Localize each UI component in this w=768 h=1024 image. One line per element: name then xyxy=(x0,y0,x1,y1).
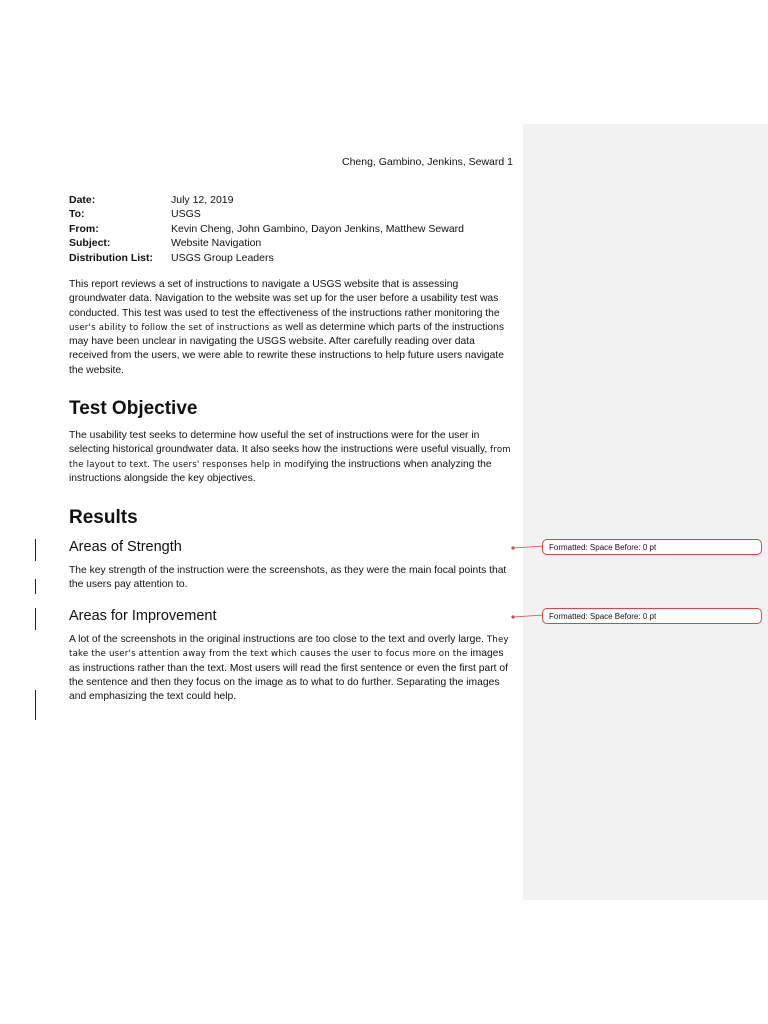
objective-text-tracked: from the layout to text. The users' responses help in modif xyxy=(69,445,511,470)
leader-line xyxy=(513,615,544,617)
change-bar xyxy=(35,579,36,594)
memo-row-subject xyxy=(69,236,519,250)
memo-row-to xyxy=(69,207,519,221)
areas-for-improvement-heading: Areas for Improvement xyxy=(69,608,217,624)
memo-value: USGS xyxy=(171,208,201,221)
strength-paragraph: The key strength of the instruction were the screenshots, as they were the main focal points that the users pay attention to. xyxy=(69,565,507,591)
comment-leader-line xyxy=(510,540,546,560)
change-bar xyxy=(35,690,36,720)
running-head: Cheng, Gambino, Jenkins, Seward 1 xyxy=(341,156,513,168)
intro-text: This report reviews a set of instructions to navigate a USGS website that is assessing groundwater data. Navigation to the website was set up for the user before a usability test was conducted. This test was used to test the effectiveness of the instructions rather monitoring the xyxy=(69,279,500,319)
comment-balloon[interactable]: Formatted: Space Before: 0 pt xyxy=(542,539,762,555)
memo-row-from xyxy=(69,222,519,236)
change-bar xyxy=(35,608,36,630)
comment-leader-line xyxy=(510,609,546,629)
improvement-text: images as instructions rather than the text. Most users will read the first sentence or even the first part of the sentence and then they focus on the image as to what to do further. Separating the images and emphasizing the text could help. xyxy=(69,648,508,703)
results-heading: Results xyxy=(69,507,138,528)
memo-value: Website Navigation xyxy=(171,237,262,250)
areas-of-strength-heading: Areas of Strength xyxy=(69,539,182,555)
memo-value: USGS Group Leaders xyxy=(171,251,274,264)
test-objective-paragraph xyxy=(69,429,515,486)
memo-value: Kevin Cheng, John Gambino, Dayon Jenkins, Matthew Seward xyxy=(171,222,464,235)
memo-row-distribution xyxy=(69,251,519,265)
memo-label: To: xyxy=(69,208,85,221)
memo-header xyxy=(69,193,519,265)
improvement-paragraph xyxy=(69,633,515,704)
objective-text: The usability test seeks to determine how useful the set of instructions were for the user in selecting historical groundwater data. It also seeks how the instructions were useful visually, xyxy=(69,430,491,456)
intro-text-tracked: user's ability to follow the set of instructions as xyxy=(69,322,283,333)
memo-row-date xyxy=(69,193,519,207)
memo-label: From: xyxy=(69,222,99,235)
test-objective-heading: Test Objective xyxy=(69,398,198,419)
improvement-text-tracked: They take the user's attention away from the text which causes the user to focus more on the xyxy=(69,635,509,660)
objective-text: ying the instructions when analyzing the instructions alongside the key objectives. xyxy=(69,458,492,484)
memo-label: Subject: xyxy=(69,237,111,250)
intro-paragraph xyxy=(69,278,515,378)
memo-value: July 12, 2019 xyxy=(171,194,234,206)
improvement-text: A lot of the screenshots in the original instructions are too close to the text and overly large. xyxy=(69,634,487,645)
leader-line xyxy=(513,546,544,548)
comment-balloon[interactable]: Formatted: Space Before: 0 pt xyxy=(542,608,762,624)
intro-text: well as determine which parts of the instructions may have been unclear in navigating the USGS website. After carefully reading over data received from the users, we were able to rewrite these instructions to help future users navigate the website. xyxy=(69,321,505,376)
leader-dot xyxy=(511,615,514,618)
leader-dot xyxy=(511,546,514,549)
memo-label: Date: xyxy=(69,194,96,206)
memo-label: Distribution List: xyxy=(69,251,153,264)
comment-pane xyxy=(523,124,768,900)
change-bar xyxy=(35,539,36,561)
